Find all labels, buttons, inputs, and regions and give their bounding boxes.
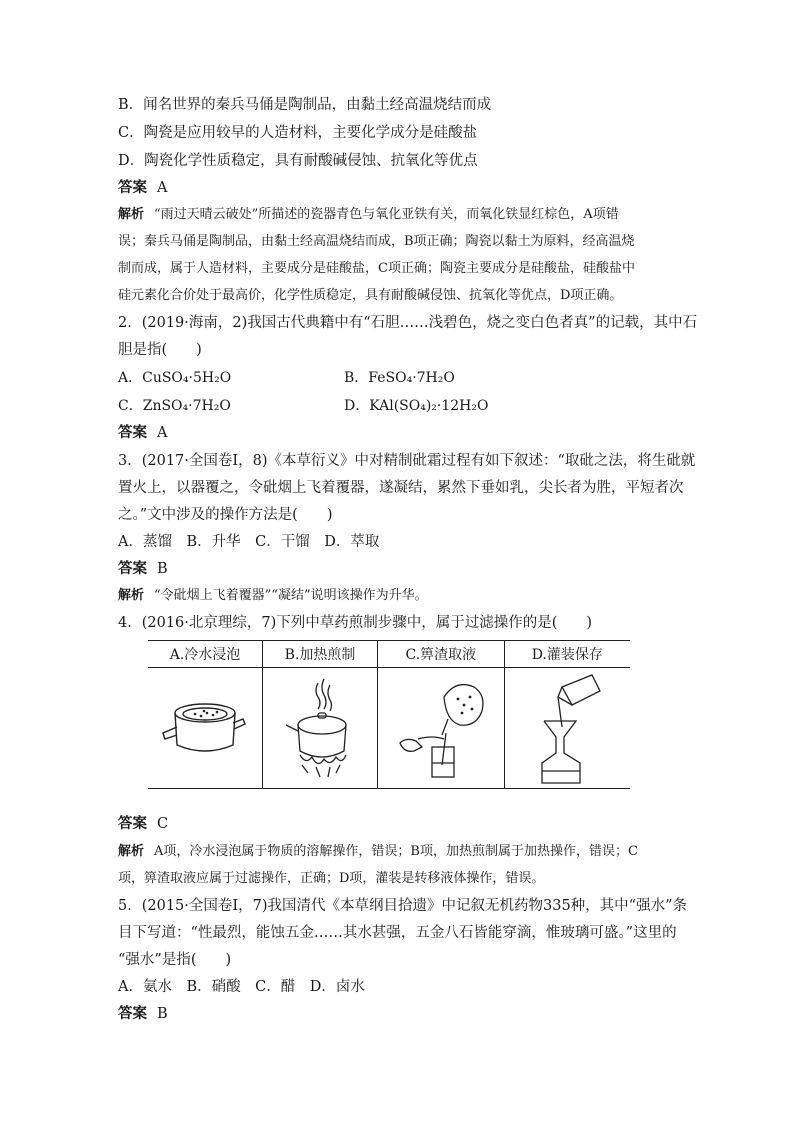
analysis-text: “雨过天晴云破处”所描述的瓷器青色与氧化亚铁有关，而氧化铁显红棕色，A项错: [154, 207, 619, 222]
q1-option-b: B．闻名世界的秦兵马俑是陶制品，由黏土经高温烧结而成: [118, 97, 492, 113]
boiling-pot-icon: [270, 673, 370, 783]
q1-option-d: D．陶瓷化学性质稳定，具有耐酸碱侵蚀、抗氧化等优点: [118, 153, 478, 169]
answer-label: 答案: [118, 561, 147, 577]
answer-value: C: [157, 816, 169, 832]
answer-value: B: [157, 1006, 168, 1022]
answer-value: A: [157, 425, 168, 441]
q3-analysis: [118, 586, 428, 606]
q1-option-c: C．陶瓷是应用较早的人造材料，主要化学成分是硅酸盐: [118, 125, 478, 141]
filtering-icon: [386, 673, 496, 783]
header-heat-decoct: B.加热煎制: [263, 641, 378, 668]
header-filter: C.箅渣取液: [378, 641, 504, 668]
q2-stem-line-1: 2．(2019·海南，2)我国古代典籍中有“石胆……浅碧色，烧之变白色者真”的记载，其中石: [118, 315, 698, 331]
answer-value: A: [157, 180, 168, 196]
cell-heat-decoct: [263, 668, 378, 789]
answer-label: 答案: [118, 816, 147, 832]
q4-stem: 4．(2016·北京理综，7)下列中草药煎制步骤中，属于过滤操作的是( ): [118, 615, 593, 631]
cell-bottle: [504, 668, 630, 789]
q1-analysis-line-3: 制而成，属于人造材料，主要成分是硅酸盐，C项正确；陶瓷主要成分是硅酸盐，硅酸盐中: [118, 261, 635, 276]
answer-label: 答案: [118, 425, 147, 441]
q1-analysis-line-2: 误；秦兵马俑是陶制品，由黏土经高温烧结而成，B项正确；陶瓷以黏土为原料，经高温烧: [118, 234, 635, 249]
answer-label: 答案: [118, 180, 147, 196]
q2-option-d: D．KAl(SO₄)₂·12H₂O: [344, 398, 489, 414]
analysis-label: 解析: [118, 844, 145, 859]
q3-stem-line-2: 置火上，以器覆之，令砒烟上飞着覆器，遂凝结，累然下垂如乳，尖长者为胜，平短者次: [118, 480, 684, 496]
procedure-table: [148, 640, 630, 789]
q2-option-c: C．ZnSO₄·7H₂O: [118, 398, 231, 414]
answer-label: 答案: [118, 1006, 147, 1022]
cell-cold-soak: [148, 668, 263, 789]
analysis-text: “令砒烟上飞着覆器”“凝结”说明该操作为升华。: [154, 588, 428, 603]
analysis-label: 解析: [118, 588, 145, 603]
q2-answer: [118, 423, 167, 443]
q2-option-b: B．FeSO₄·7H₂O: [344, 370, 455, 386]
q1-answer: [118, 178, 167, 198]
header-cold-soak: A.冷水浸泡: [148, 641, 263, 668]
q4-answer: [118, 814, 168, 834]
q5-stem-line-1: 5．(2015·全国卷Ⅰ，7)我国清代《本草纲目拾遗》中记叙无机药物335种，其中“强水”条: [118, 898, 688, 914]
q3-stem-line-1: 3．(2017·全国卷Ⅰ，8)《本草衍义》中对精制砒霜过程有如下叙述：“取砒之法，将生砒就: [118, 453, 696, 469]
answer-value: B: [157, 561, 168, 577]
q3-options: A．蒸馏 B．升华 C．干馏 D．萃取: [118, 534, 380, 550]
q4-analysis-line-2: 项，箅渣取液应属于过滤操作，正确；D项，灌装是转移液体操作，错误。: [118, 871, 545, 886]
q2-option-a: A．CuSO₄·5H₂O: [118, 370, 232, 386]
q5-answer: [118, 1004, 168, 1024]
q5-options: A．氨水 B．硝酸 C．醋 D．卤水: [118, 979, 365, 995]
bottling-icon: [512, 671, 622, 786]
soaking-pot-icon: [155, 683, 255, 773]
q3-stem-line-3: 之。”文中涉及的操作方法是( ): [118, 507, 333, 523]
analysis-text: A项，冷水浸泡属于物质的溶解操作，错误；B项，加热煎制属于加热操作，错误；C: [154, 844, 638, 859]
q5-stem-line-2: 目下写道：“性最烈，能蚀五金……其水甚强，五金八石皆能穿滴，惟玻璃可盛。”这里的: [118, 925, 677, 941]
q4-analysis-line-1: [118, 842, 638, 862]
analysis-label: 解析: [118, 207, 145, 222]
q3-answer: [118, 559, 168, 579]
q2-stem-line-2: 胆是指( ): [118, 342, 202, 358]
q1-analysis-line-1: [118, 205, 619, 225]
q5-stem-line-3: “强水”是指( ): [118, 952, 232, 968]
cell-filter: [378, 668, 504, 789]
header-bottle: D.灌装保存: [504, 641, 630, 668]
q1-analysis-line-4: 硅元素化合价处于最高价，化学性质稳定，具有耐酸碱侵蚀、抗氧化等优点，D项正确。: [118, 288, 623, 303]
